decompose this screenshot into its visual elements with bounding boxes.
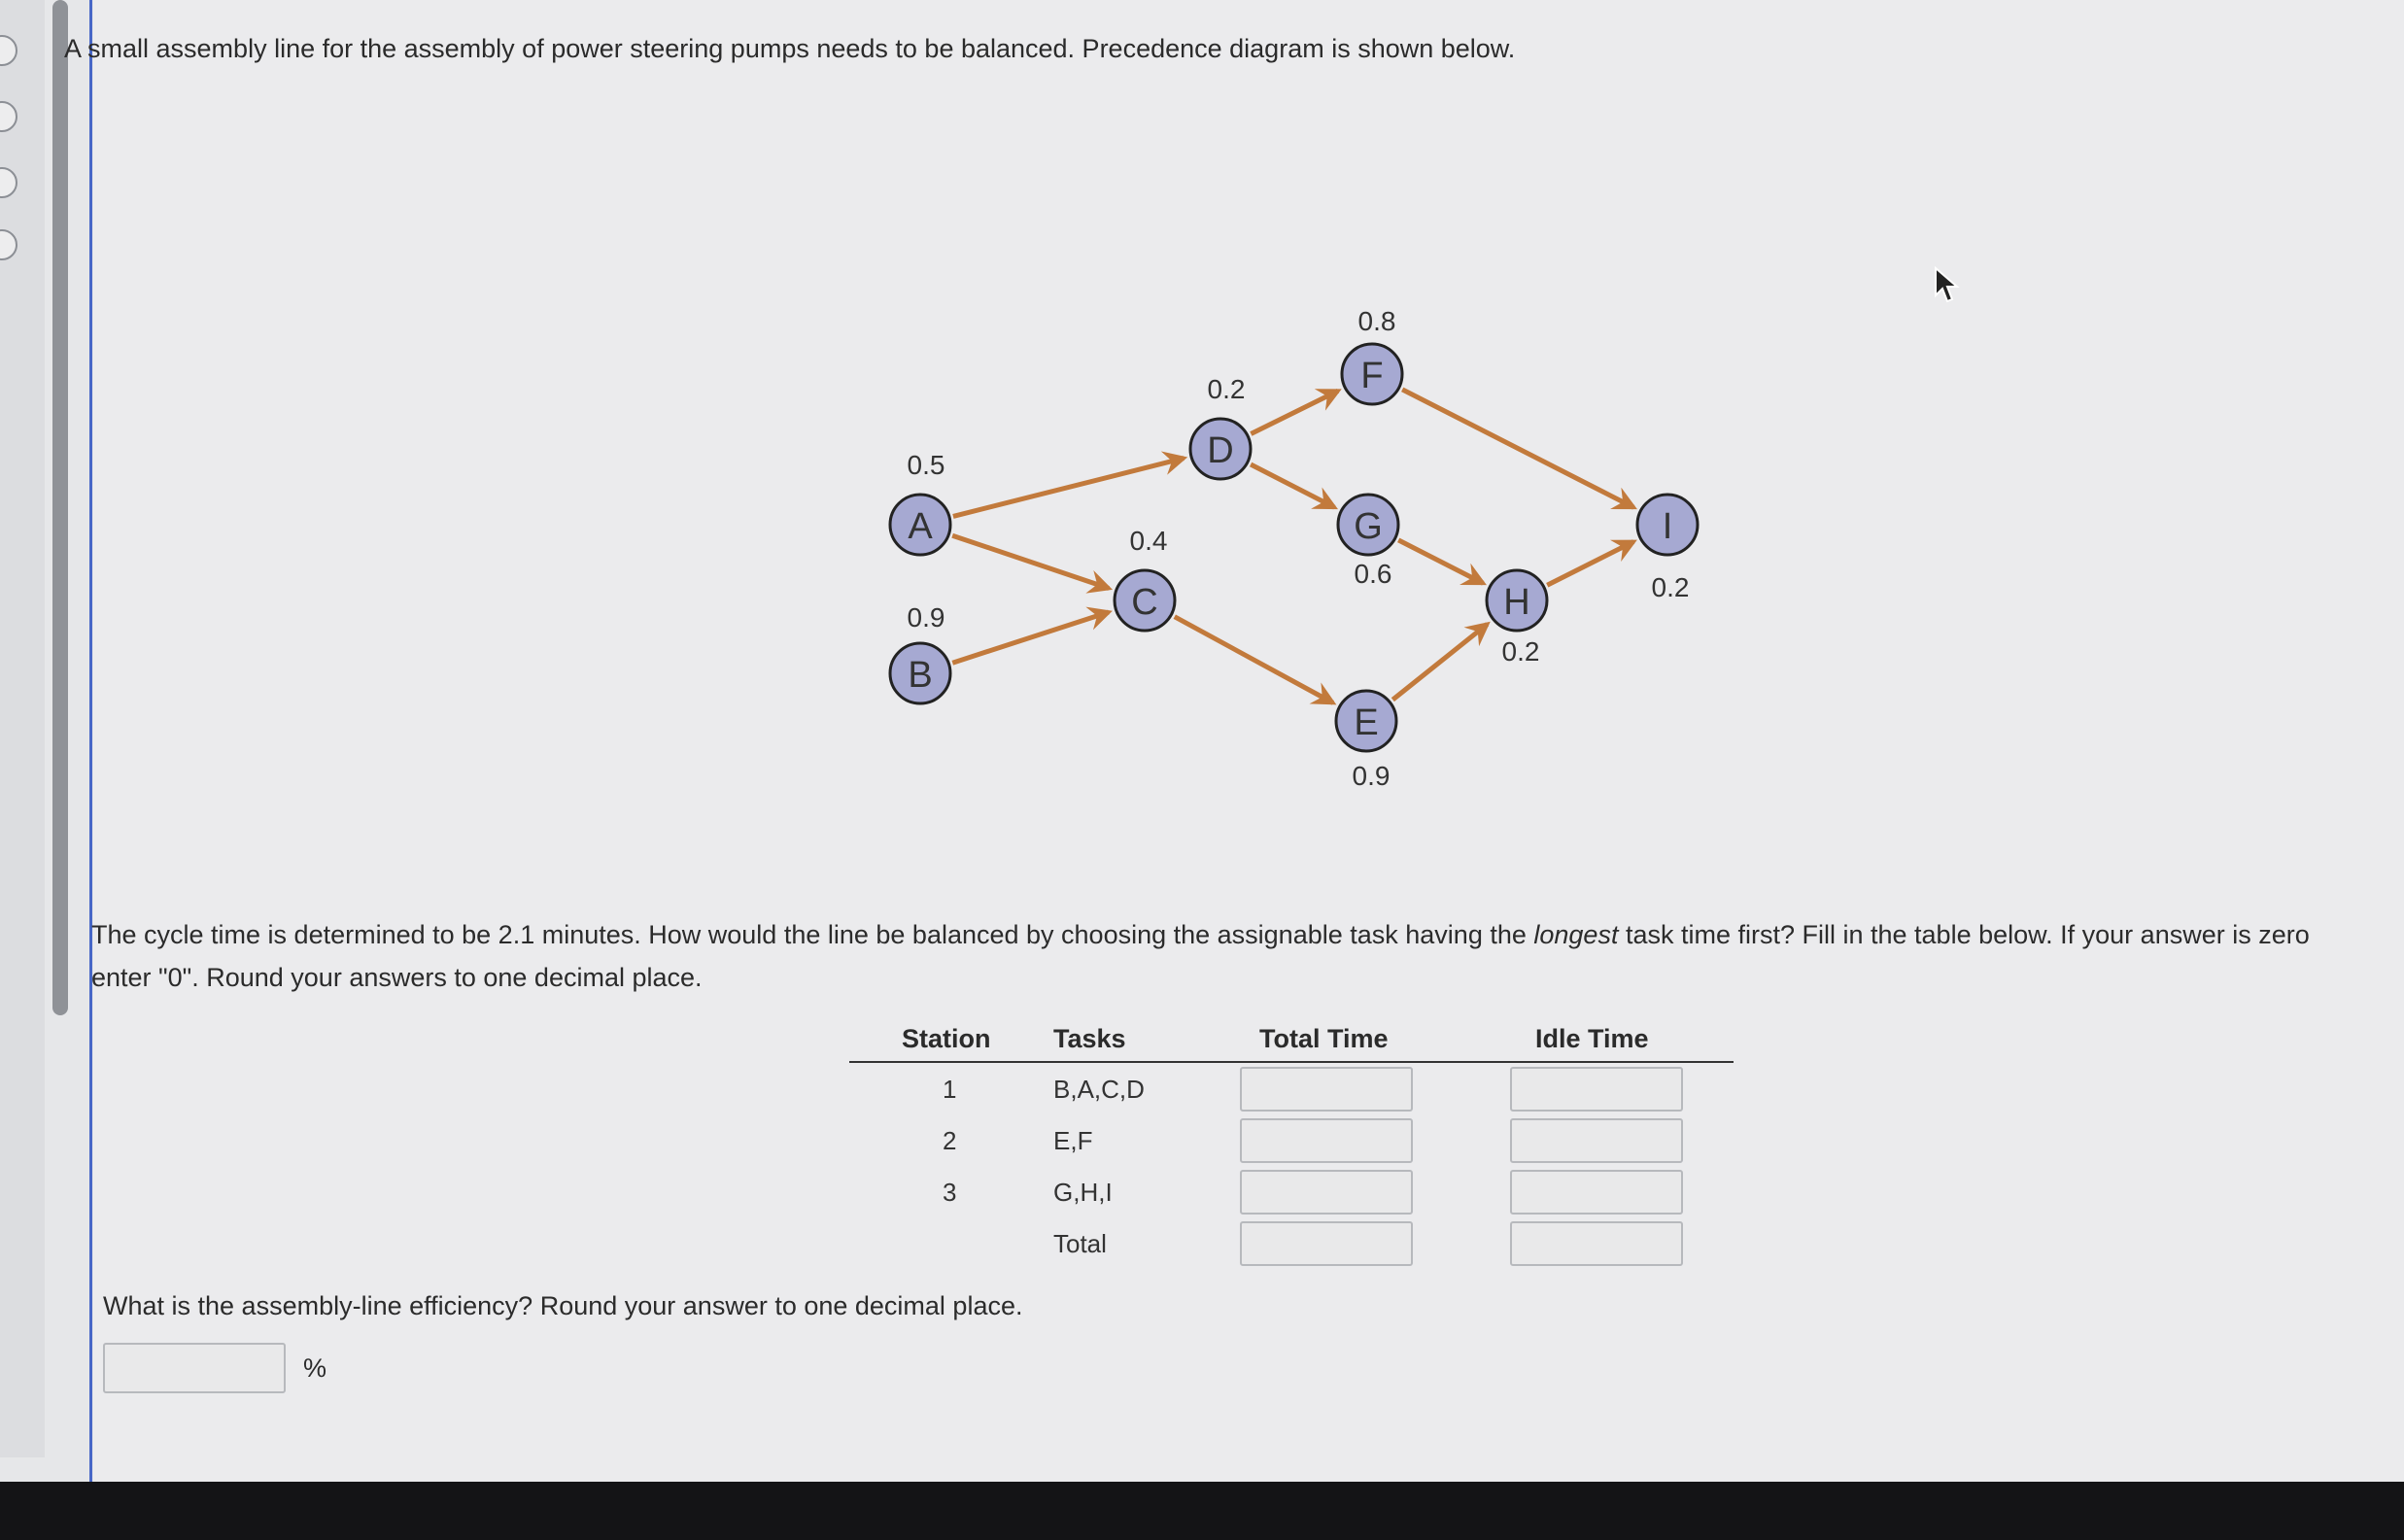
- tasks-station-2: E,F: [1053, 1126, 1093, 1155]
- tasks-total-label: Total: [1053, 1229, 1107, 1258]
- header-station: Station: [902, 1024, 991, 1053]
- edge-D-F: [1251, 391, 1338, 433]
- node-D: [1190, 374, 1251, 479]
- efficiency-unit: %: [303, 1353, 327, 1383]
- edge-C-E: [1175, 617, 1333, 703]
- idle-time-input-total[interactable]: [1510, 1221, 1683, 1266]
- node-label-F: F: [1360, 356, 1384, 396]
- question-nav-tab[interactable]: [0, 101, 17, 132]
- left-rail: [0, 0, 45, 1457]
- question-line-1: The cycle time is determined to be 2.1 minutes. How would the line be balanced by choosing the assignable task having the longest task time first? Fill in the table below. If your answer is zero: [91, 920, 2310, 949]
- precedence-diagram: [855, 291, 1730, 816]
- efficiency-question: What is the assembly-line efficiency? Round your answer to one decimal place.: [103, 1291, 1023, 1320]
- node-F: [1342, 306, 1402, 404]
- edge-A-D: [953, 459, 1184, 517]
- emphasis-longest: longest: [1533, 920, 1619, 949]
- mouse-cursor-icon: [1934, 266, 1961, 307]
- node-label-D: D: [1207, 430, 1234, 471]
- node-time-G: 0.6: [1354, 559, 1392, 589]
- edge-B-C: [952, 612, 1109, 663]
- efficiency-input[interactable]: [103, 1343, 286, 1393]
- station-2: 2: [943, 1126, 957, 1155]
- idle-time-input-station-1[interactable]: [1510, 1067, 1683, 1112]
- question-nav-tab[interactable]: [0, 35, 17, 66]
- total-time-input-total[interactable]: [1240, 1221, 1413, 1266]
- header-tasks: Tasks: [1053, 1024, 1126, 1053]
- node-I: [1637, 495, 1698, 602]
- node-H: [1487, 570, 1547, 667]
- node-time-B: 0.9: [907, 602, 945, 633]
- table-header-rule: [849, 1061, 1734, 1063]
- node-B: [890, 602, 950, 703]
- scrollbar-thumb[interactable]: [52, 0, 68, 1015]
- node-label-C: C: [1131, 582, 1158, 623]
- node-time-D: 0.2: [1207, 374, 1246, 404]
- edge-H-I: [1547, 542, 1633, 586]
- tasks-station-1: B,A,C,D: [1053, 1075, 1145, 1104]
- node-E: [1336, 691, 1396, 791]
- idle-time-input-station-2[interactable]: [1510, 1118, 1683, 1163]
- tasks-station-3: G,H,I: [1053, 1178, 1113, 1207]
- diagram-nodes: [890, 306, 1698, 791]
- node-time-I: 0.2: [1651, 572, 1690, 602]
- node-C: [1115, 526, 1175, 631]
- node-label-H: H: [1503, 582, 1530, 623]
- node-time-F: 0.8: [1357, 306, 1396, 336]
- problem-intro: A small assembly line for the assembly of power steering pumps needs to be balanced. Precedence diagram is shown below.: [64, 34, 1516, 63]
- idle-time-input-station-3[interactable]: [1510, 1170, 1683, 1215]
- total-time-input-station-1[interactable]: [1240, 1067, 1413, 1112]
- edge-E-H: [1392, 624, 1487, 700]
- edge-D-G: [1251, 464, 1334, 507]
- station-1: 1: [943, 1075, 957, 1104]
- node-label-E: E: [1354, 702, 1379, 743]
- node-time-E: 0.9: [1352, 761, 1391, 791]
- edge-F-I: [1402, 390, 1633, 507]
- node-label-A: A: [908, 506, 933, 547]
- node-label-B: B: [908, 655, 933, 696]
- header-idle-time: Idle Time: [1535, 1024, 1649, 1053]
- edge-A-C: [952, 535, 1109, 588]
- header-total-time: Total Time: [1259, 1024, 1389, 1053]
- total-time-input-station-3[interactable]: [1240, 1170, 1413, 1215]
- edge-G-H: [1398, 540, 1483, 583]
- node-label-G: G: [1354, 506, 1383, 547]
- node-A: [890, 450, 950, 555]
- question-line-2: enter "0". Round your answers to one decimal place.: [91, 963, 703, 992]
- node-time-H: 0.2: [1501, 636, 1540, 667]
- node-time-A: 0.5: [907, 450, 945, 480]
- question-nav-tab[interactable]: [0, 229, 17, 260]
- node-label-I: I: [1662, 506, 1673, 547]
- total-time-input-station-2[interactable]: [1240, 1118, 1413, 1163]
- question-nav-tab[interactable]: [0, 167, 17, 198]
- node-G: [1338, 495, 1398, 589]
- content-divider: [89, 0, 92, 1482]
- node-time-C: 0.4: [1129, 526, 1168, 556]
- bottom-bar: [0, 1482, 2404, 1540]
- station-3: 3: [943, 1178, 957, 1207]
